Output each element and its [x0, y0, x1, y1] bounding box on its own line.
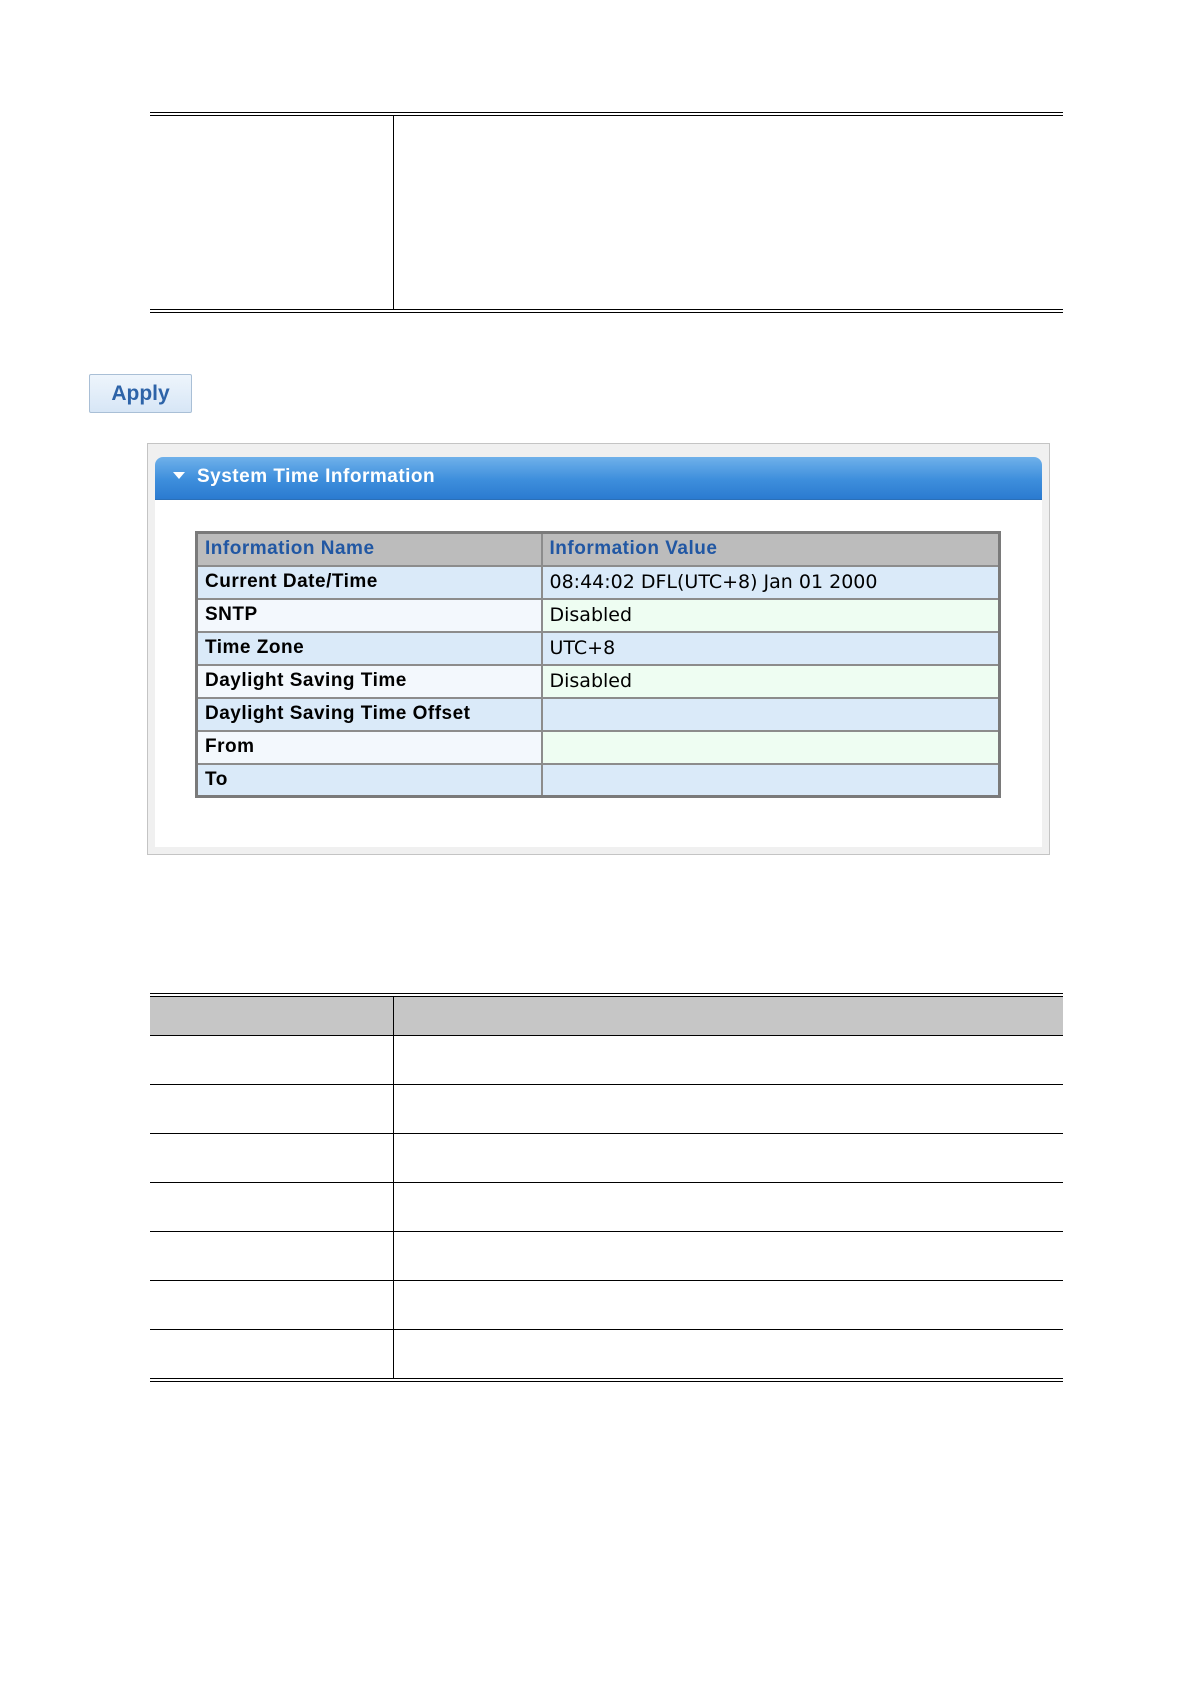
table-row [197, 764, 1000, 797]
table-row [150, 1329, 1063, 1378]
table-row [150, 1133, 1063, 1182]
apply-button[interactable]: Apply [89, 374, 192, 413]
table-header-row [197, 533, 1000, 566]
row-name-current-date-time: Current Date/Time [197, 566, 542, 599]
table-row [150, 1231, 1063, 1280]
panel-header[interactable] [155, 457, 1042, 500]
column-header-value: Information Value [542, 533, 1000, 566]
row-name-time-zone: Time Zone [197, 632, 542, 665]
table-row [197, 632, 1000, 665]
row-value-sntp: Disabled [542, 599, 1000, 632]
collapse-arrow-icon[interactable] [173, 472, 185, 479]
table-row [197, 698, 1000, 731]
table-row [197, 731, 1000, 764]
column-header-name: Information Name [197, 533, 542, 566]
row-value-to [542, 764, 1000, 797]
table-row [197, 665, 1000, 698]
table-row [150, 1084, 1063, 1133]
row-value-dst-offset [542, 698, 1000, 731]
top-parameter-table [150, 112, 1063, 313]
row-value-current-date-time: 08:44:02 DFL(UTC+8) Jan 01 2000 [542, 566, 1000, 599]
column-divider [393, 997, 394, 1035]
system-time-table [195, 531, 1001, 798]
row-value-daylight-saving-time: Disabled [542, 665, 1000, 698]
table-row [150, 1280, 1063, 1329]
table-row [197, 599, 1000, 632]
row-name-sntp: SNTP [197, 599, 542, 632]
table-row [197, 566, 1000, 599]
object-description-table [150, 993, 1063, 1382]
table-header-row [150, 997, 1063, 1035]
row-name-to: To [197, 764, 542, 797]
row-value-from [542, 731, 1000, 764]
row-name-daylight-saving-time: Daylight Saving Time [197, 665, 542, 698]
column-divider [393, 116, 394, 309]
row-name-from: From [197, 731, 542, 764]
panel-title: System Time Information [197, 466, 436, 487]
row-value-time-zone: UTC+8 [542, 632, 1000, 665]
table-row [150, 1182, 1063, 1231]
row-name-dst-offset: Daylight Saving Time Offset [197, 698, 542, 731]
table-row [150, 1035, 1063, 1084]
